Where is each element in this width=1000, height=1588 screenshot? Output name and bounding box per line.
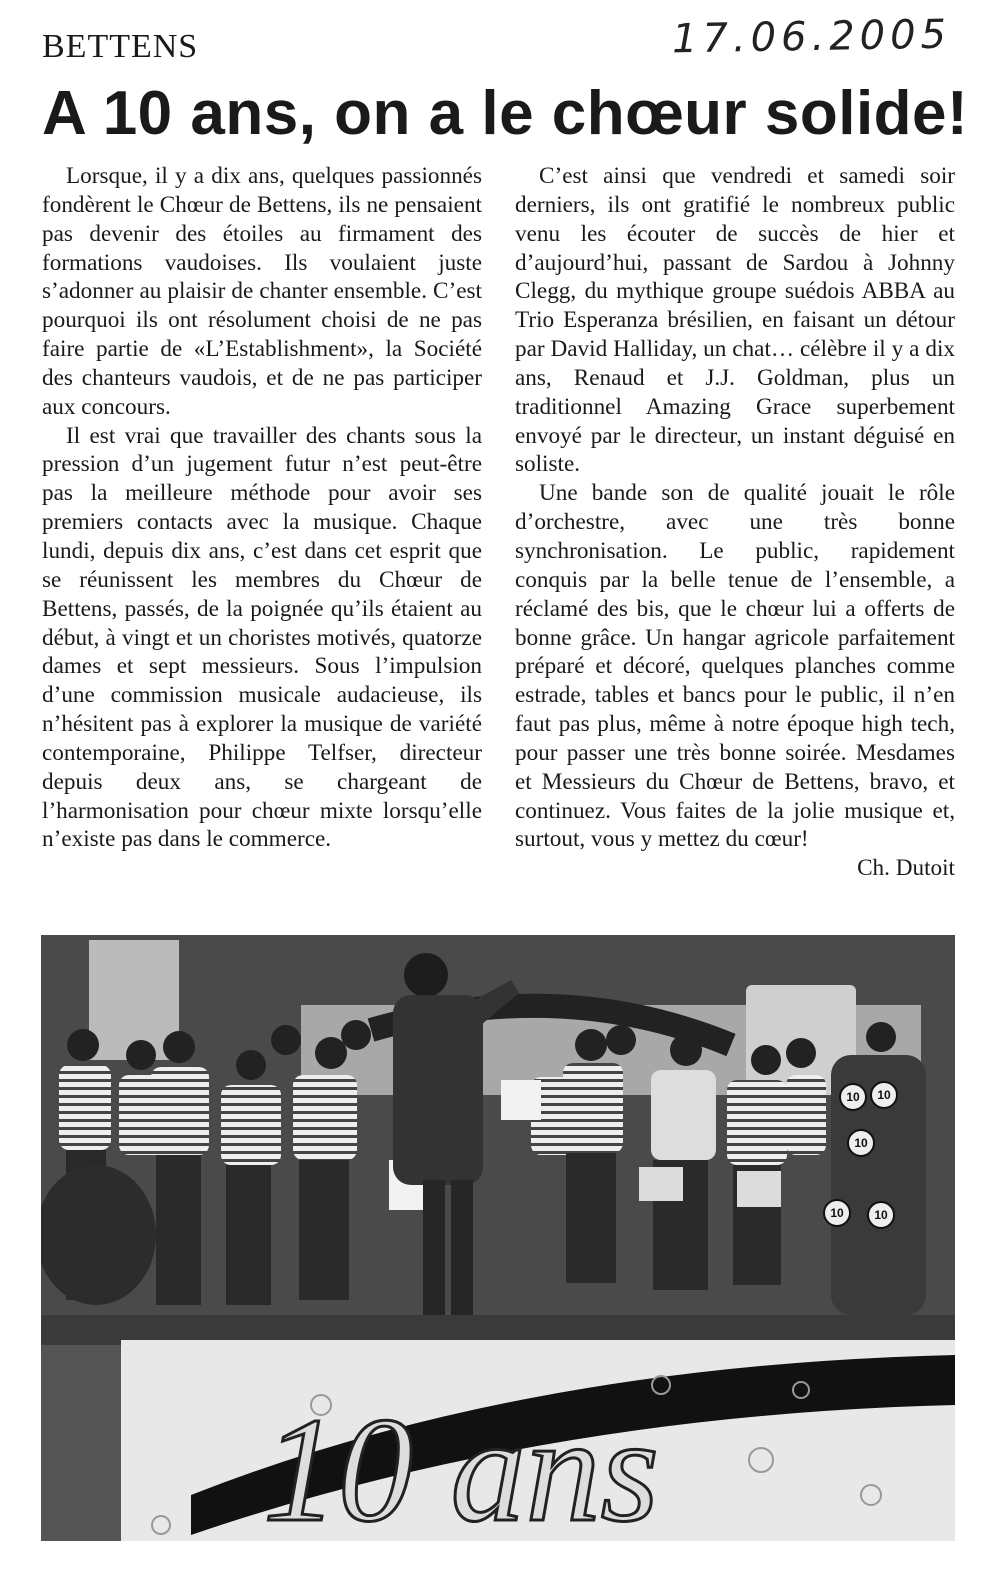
article-column-left	[42, 162, 482, 854]
badge-number: 10	[846, 1090, 860, 1104]
handwritten-date: 17.06.2005	[671, 11, 952, 63]
article-column-right	[515, 162, 955, 883]
byline: Ch. Dutoit	[857, 855, 955, 882]
badge-number: 10	[877, 1088, 891, 1102]
badge-number: 10	[874, 1208, 888, 1222]
badge-number: 10	[830, 1206, 844, 1220]
paragraph: Lorsque, il y a dix ans, quelques passionnés fondèrent le Chœur de Bettens, ils ne pensaient pas devenir des étoiles au firmament des formations vaudoises. Ils voulaient juste s’adonner au plaisir de chanter ensemble. C’est pourquoi ils ont résolument choisi de ne pas faire partie de «L’Establishment», la Société des chanteurs vaudois, et de ne pas participer aux concours.	[42, 163, 482, 420]
section-kicker: BETTENS	[42, 28, 199, 65]
badge-number: 10	[854, 1136, 868, 1150]
banner-text: 10 ans	[263, 1387, 659, 1541]
headline: A 10 ans, on a le chœur solide!	[42, 79, 969, 148]
paragraph: C’est ainsi que vendredi et samedi soir derniers, ils ont gratifié le nombreux public venu les écouter de succès de hier et d’aujourd’hui, passant de Sardou à Johnny Clegg, du mythique groupe suédois ABBA au Trio Esperanza brésilien, en faisant un détour par David Halliday, un chat… célèbre il y a dix ans, Renaud et J.J. Goldman, plus un traditionnel Amazing Grace superbement envoyé par le directeur, un instant déguisé en soliste.	[515, 163, 955, 478]
choir-photo	[41, 935, 955, 1541]
paragraph: Une bande son de qualité jouait le rôle d’orchestre, avec une très bonne synchronisation. Le public, rapidement conquis par la belle tenue de l’ensemble, a réclamé des bis, que le chœur lui a offerts de bonne grâce. Un hangar agricole parfaitement préparé et décoré, quelques planches comme estrade, tables et bancs pour le public, il n’en faut pas plus, même à notre époque high tech, pour passer une très bonne soirée. Mesdames et Messieurs du Chœur de Bettens, bravo, et continuez. Vous faites de la jolie musique et, surtout, vous y mettez du cœur!	[515, 480, 955, 853]
paragraph: Il est vrai que travailler des chants sous la pression d’un jugement futur n’est peut-être pas la meilleure méthode pour avoir ses premiers contacts avec la musique. Chaque lundi, depuis dix ans, c’est dans cet esprit que se réunissent les membres du Chœur de Bettens, passés, de la poignée qu’ils étaient au début, à vingt et un choristes motivés, quatorze dames et sept messieurs. Sous l’impulsion d’une commission musicale audacieuse, ils n’hésitent pas à explorer la musique de variété contemporaine, Philippe Telfser, directeur depuis deux ans, se chargeant de l’harmonisation pour chœur mixte lorsqu’elle n’existe pas dans le commerce.	[42, 422, 482, 853]
choir-photo-illustration	[41, 935, 955, 1541]
